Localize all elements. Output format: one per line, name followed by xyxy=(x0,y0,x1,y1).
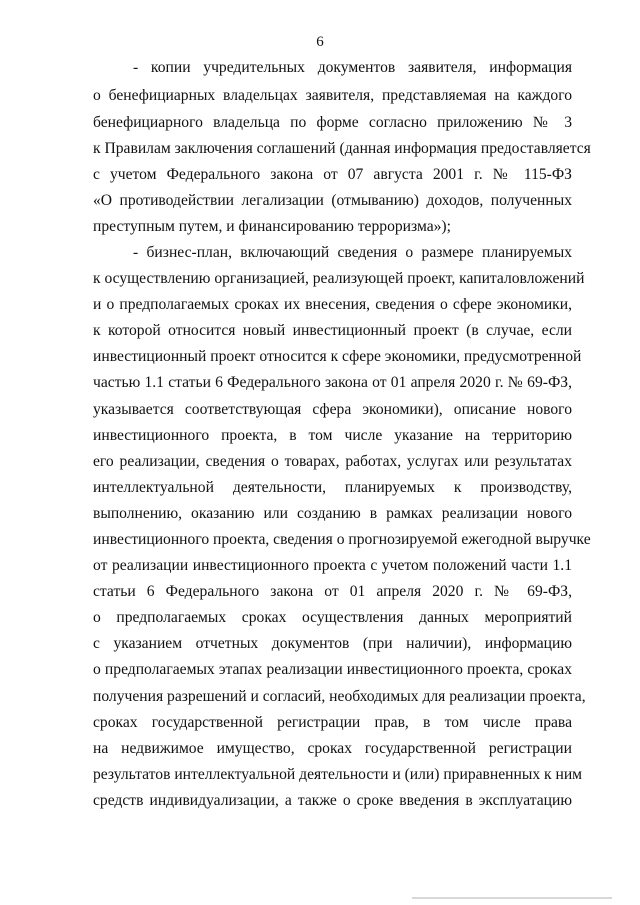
text-line: к осуществлению организацией, реализующей проект, капиталовложений xyxy=(93,270,585,287)
text-line: выполнению, оказанию или созданию в рамках реализации нового xyxy=(93,505,572,522)
text-line: о предполагаемых сроках осуществления данных мероприятий xyxy=(93,609,572,626)
text-line: инвестиционный проект относится к сфере экономики, предусмотренной xyxy=(93,348,582,365)
text-line: о предполагаемых этапах реализации инвестиционного проекта, сроках xyxy=(93,661,572,678)
text-line: средств индивидуализации, а также о сроке введения в эксплуатацию xyxy=(93,792,572,809)
page-number: 6 xyxy=(316,34,324,50)
text-line: сроках государственной регистрации прав, в том числе права xyxy=(93,714,572,731)
text-line: к Правилам заключения соглашений (данная информация предоставляется xyxy=(93,140,591,157)
text-line: инвестиционного проекта, сведения о прогнозируемой ежегодной выручке xyxy=(93,531,591,548)
text-line: получения разрешений и согласий, необходимых для реализации проекта, xyxy=(93,688,586,705)
footer-divider xyxy=(412,897,612,899)
text-line: с учетом Федерального закона от 07 августа 2001 г. № 115-ФЗ xyxy=(93,166,572,183)
text-line: преступным путем, и финансированию терроризма»); xyxy=(93,218,451,235)
text-line: статьи 6 Федерального закона от 01 апреля 2020 г. № 69-ФЗ, xyxy=(93,583,572,600)
text-line: бенефициарного владельца по форме согласно приложению № 3 xyxy=(93,114,572,131)
text-line: - бизнес-план, включающий сведения о размере планируемых xyxy=(133,244,572,261)
text-line: о бенефициарных владельцах заявителя, представляемая на каждого xyxy=(93,87,572,104)
text-line: указывается соответствующая сфера экономики), описание нового xyxy=(93,401,572,418)
text-line: его реализации, сведения о товарах, работах, услугах или результатах xyxy=(93,453,572,470)
text-line: к которой относится новый инвестиционный проект (в случае, если xyxy=(93,322,572,339)
text-line: с указанием отчетных документов (при наличии), информацию xyxy=(93,635,572,652)
text-line: «О противодействии легализации (отмыванию) доходов, полученных xyxy=(93,192,572,209)
text-line: и о предполагаемых сроках их внесения, сведения о сфере экономики, xyxy=(93,296,572,313)
text-line: частью 1.1 статьи 6 Федерального закона от 01 апреля 2020 г. № 69-ФЗ, xyxy=(93,374,572,391)
text-line: результатов интеллектуальной деятельности и (или) приравненных к ним xyxy=(93,766,583,783)
text-line: интеллектуальной деятельности, планируемых к производству, xyxy=(93,479,572,496)
text-line: на недвижимое имущество, сроках государственной регистрации xyxy=(93,740,572,757)
text-line: от реализации инвестиционного проекта с учетом положений части 1.1 xyxy=(93,557,572,574)
text-line: инвестиционного проекта, в том числе указание на территорию xyxy=(93,427,572,444)
text-line: - копии учредительных документов заявителя, информация xyxy=(133,59,572,76)
